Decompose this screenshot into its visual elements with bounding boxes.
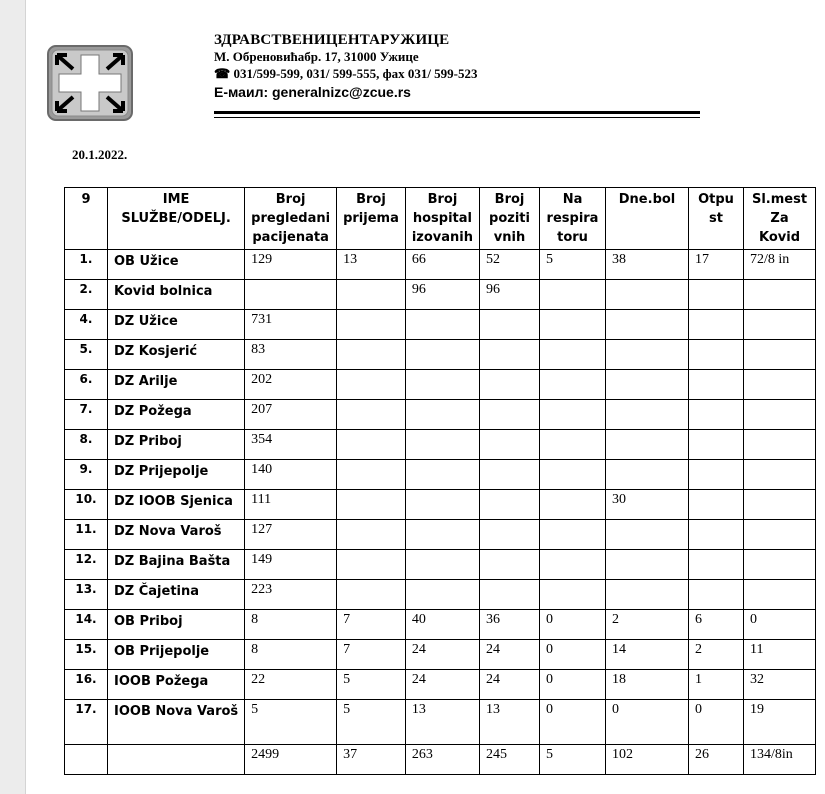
cell-admissions	[337, 400, 406, 430]
cell-respirator	[540, 310, 606, 340]
table-row	[65, 670, 816, 700]
row-name: DZ IOOB Sjenica	[108, 490, 245, 520]
cell-respirator: 0	[540, 640, 606, 670]
organization-name: ЗДРАВСТВЕНИЦЕНТАРУЖИЦЕ	[214, 32, 450, 48]
cell-discharged	[689, 400, 744, 430]
row-index: 14.	[65, 610, 108, 640]
cell-admissions	[337, 580, 406, 610]
cell-positive	[480, 340, 540, 370]
cell-respirator	[540, 580, 606, 610]
total-row-name	[108, 745, 245, 775]
cell-hospitalized	[405, 550, 479, 580]
cell-admissions: 7	[337, 610, 406, 640]
cell-discharged: 6	[689, 610, 744, 640]
cell-respirator: 5	[540, 250, 606, 280]
cell-positive: 36	[480, 610, 540, 640]
cell-hospital-days: 2	[606, 610, 689, 640]
cell-hospitalized	[405, 340, 479, 370]
cell-covid-beds	[744, 550, 816, 580]
table-row	[65, 460, 816, 490]
row-index: 16.	[65, 670, 108, 700]
cell-hospital-days	[606, 340, 689, 370]
cell-discharged	[689, 340, 744, 370]
cell-discharged: 0	[689, 700, 744, 745]
cell-discharged	[689, 430, 744, 460]
row-name: DZ Prijepolje	[108, 460, 245, 490]
total-cell-examined: 2499	[245, 745, 337, 775]
col-header-hospital-days: Dne.bol	[606, 188, 689, 250]
cell-examined: 111	[245, 490, 337, 520]
cell-respirator	[540, 370, 606, 400]
row-name: IOOB Nova Varoš	[108, 700, 245, 745]
row-index: 7.	[65, 400, 108, 430]
cell-admissions	[337, 490, 406, 520]
row-name: Kovid bolnica	[108, 280, 245, 310]
cell-covid-beds	[744, 280, 816, 310]
table-row	[65, 580, 816, 610]
cell-hospitalized	[405, 490, 479, 520]
total-cell-covid-beds: 134/8in	[744, 745, 816, 775]
total-cell-positive: 245	[480, 745, 540, 775]
cell-positive: 24	[480, 640, 540, 670]
cell-covid-beds	[744, 400, 816, 430]
table-row	[65, 700, 816, 745]
cell-hospital-days	[606, 370, 689, 400]
row-name: DZ Bajina Bašta	[108, 550, 245, 580]
cell-covid-beds	[744, 580, 816, 610]
cell-positive: 96	[480, 280, 540, 310]
cell-hospitalized: 24	[405, 670, 479, 700]
report-date: 20.1.2022.	[72, 147, 128, 162]
col-header-name: IME SLUŽBE/ODELJ.	[108, 188, 245, 250]
table-row	[65, 370, 816, 400]
cell-covid-beds	[744, 520, 816, 550]
cell-respirator: 0	[540, 700, 606, 745]
cell-admissions	[337, 280, 406, 310]
row-name: DZ Arilje	[108, 370, 245, 400]
total-cell-hospital-days: 102	[606, 745, 689, 775]
table-row	[65, 310, 816, 340]
row-name: OB Prijepolje	[108, 640, 245, 670]
cell-hospitalized	[405, 430, 479, 460]
logo	[47, 45, 133, 121]
row-index: 5.	[65, 340, 108, 370]
cell-positive	[480, 580, 540, 610]
cell-respirator: 0	[540, 610, 606, 640]
cell-admissions	[337, 520, 406, 550]
col-header-respirator: Na respira toru	[540, 188, 606, 250]
row-name: DZ Priboj	[108, 430, 245, 460]
cell-positive	[480, 370, 540, 400]
cell-hospitalized: 24	[405, 640, 479, 670]
cell-examined: 8	[245, 640, 337, 670]
row-name: OB Priboj	[108, 610, 245, 640]
cell-respirator	[540, 550, 606, 580]
row-index: 13.	[65, 580, 108, 610]
table-row	[65, 430, 816, 460]
cell-covid-beds: 19	[744, 700, 816, 745]
row-name: IOOB Požega	[108, 670, 245, 700]
cell-covid-beds	[744, 310, 816, 340]
cell-covid-beds	[744, 430, 816, 460]
organization-email: Е-маил: generalnizc@zcue.rs	[214, 84, 411, 100]
row-index: 10.	[65, 490, 108, 520]
page-margin	[0, 0, 26, 794]
cell-examined: 149	[245, 550, 337, 580]
cell-hospital-days	[606, 430, 689, 460]
cell-covid-beds: 32	[744, 670, 816, 700]
cell-positive	[480, 520, 540, 550]
cell-hospitalized: 96	[405, 280, 479, 310]
cell-hospital-days	[606, 460, 689, 490]
total-cell-respirator: 5	[540, 745, 606, 775]
row-index: 1.	[65, 250, 108, 280]
cell-admissions	[337, 340, 406, 370]
cell-hospitalized	[405, 370, 479, 400]
cell-positive: 52	[480, 250, 540, 280]
cell-examined: 127	[245, 520, 337, 550]
cell-admissions: 13	[337, 250, 406, 280]
table-row	[65, 280, 816, 310]
col-header-examined: Broj pregledani pacijenata	[245, 188, 337, 250]
table-row	[65, 400, 816, 430]
cell-examined: 202	[245, 370, 337, 400]
header-rule-thin	[214, 117, 700, 118]
cell-examined: 22	[245, 670, 337, 700]
row-index: 11.	[65, 520, 108, 550]
total-cell-discharged: 26	[689, 745, 744, 775]
cell-discharged	[689, 460, 744, 490]
cell-examined: 731	[245, 310, 337, 340]
cell-discharged	[689, 580, 744, 610]
header-rule-thick	[214, 111, 700, 114]
row-name: OB Užice	[108, 250, 245, 280]
organization-phone: ☎ 031/599-599, 031/ 599-555, фах 031/ 599-523	[214, 66, 478, 81]
letterhead	[214, 32, 704, 102]
cell-positive	[480, 310, 540, 340]
cell-admissions	[337, 460, 406, 490]
cell-positive	[480, 550, 540, 580]
row-index: 2.	[65, 280, 108, 310]
cell-covid-beds: 0	[744, 610, 816, 640]
cell-examined: 129	[245, 250, 337, 280]
total-cell-admissions: 37	[337, 745, 406, 775]
col-header-discharged: Otpu st	[689, 188, 744, 250]
cell-positive	[480, 430, 540, 460]
row-index: 4.	[65, 310, 108, 340]
cell-discharged	[689, 490, 744, 520]
cell-respirator	[540, 400, 606, 430]
cell-respirator	[540, 520, 606, 550]
cell-examined: 5	[245, 700, 337, 745]
row-index: 17.	[65, 700, 108, 745]
col-header-admissions: Broj prijema	[337, 188, 406, 250]
organization-address: М. Обреновићабр. 17, 31000 Ужице	[214, 49, 419, 64]
cell-covid-beds: 11	[744, 640, 816, 670]
cell-positive: 24	[480, 670, 540, 700]
cell-covid-beds	[744, 340, 816, 370]
cell-hospital-days: 30	[606, 490, 689, 520]
cell-examined: 8	[245, 610, 337, 640]
medical-cross-icon	[47, 45, 133, 121]
cell-covid-beds	[744, 460, 816, 490]
row-name: DZ Požega	[108, 400, 245, 430]
cell-admissions: 7	[337, 640, 406, 670]
table-row	[65, 610, 816, 640]
col-header-hospitalized: Broj hospital izovanih	[405, 188, 479, 250]
cell-admissions: 5	[337, 700, 406, 745]
cell-respirator	[540, 280, 606, 310]
cell-discharged: 2	[689, 640, 744, 670]
row-index: 6.	[65, 370, 108, 400]
cell-examined: 354	[245, 430, 337, 460]
cell-examined: 223	[245, 580, 337, 610]
cell-covid-beds	[744, 490, 816, 520]
cell-discharged	[689, 310, 744, 340]
cell-respirator	[540, 490, 606, 520]
table-row	[65, 250, 816, 280]
cell-hospital-days: 18	[606, 670, 689, 700]
cell-hospital-days: 0	[606, 700, 689, 745]
row-index: 15.	[65, 640, 108, 670]
cell-hospital-days: 14	[606, 640, 689, 670]
cell-discharged	[689, 370, 744, 400]
row-index: 9.	[65, 460, 108, 490]
cell-admissions	[337, 310, 406, 340]
cell-admissions: 5	[337, 670, 406, 700]
table-row	[65, 550, 816, 580]
cell-examined: 207	[245, 400, 337, 430]
cell-discharged	[689, 520, 744, 550]
col-header-index: 9	[65, 188, 108, 250]
cell-hospital-days: 38	[606, 250, 689, 280]
cell-hospital-days	[606, 280, 689, 310]
cell-hospital-days	[606, 310, 689, 340]
col-header-covid-beds: Sl.mest Za Kovid	[744, 188, 816, 250]
cell-hospital-days	[606, 520, 689, 550]
row-name: DZ Nova Varoš	[108, 520, 245, 550]
cell-respirator	[540, 430, 606, 460]
cell-discharged	[689, 280, 744, 310]
table-total-row	[65, 745, 816, 775]
row-index: 8.	[65, 430, 108, 460]
cell-covid-beds	[744, 370, 816, 400]
table-row	[65, 520, 816, 550]
table-row	[65, 490, 816, 520]
cell-hospital-days	[606, 580, 689, 610]
cell-hospital-days	[606, 400, 689, 430]
cell-hospital-days	[606, 550, 689, 580]
cell-discharged	[689, 550, 744, 580]
cell-examined	[245, 280, 337, 310]
cell-admissions	[337, 550, 406, 580]
cell-hospitalized	[405, 580, 479, 610]
total-cell-hospitalized: 263	[405, 745, 479, 775]
row-name: DZ Kosjerić	[108, 340, 245, 370]
cell-positive	[480, 460, 540, 490]
cell-hospitalized	[405, 310, 479, 340]
cell-hospitalized: 40	[405, 610, 479, 640]
cell-respirator: 0	[540, 670, 606, 700]
cell-admissions	[337, 430, 406, 460]
cell-hospitalized: 13	[405, 700, 479, 745]
row-index: 12.	[65, 550, 108, 580]
total-row-index	[65, 745, 108, 775]
cell-discharged: 17	[689, 250, 744, 280]
cell-discharged: 1	[689, 670, 744, 700]
cell-positive: 13	[480, 700, 540, 745]
col-header-positive: Broj poziti vnih	[480, 188, 540, 250]
cell-examined: 83	[245, 340, 337, 370]
cell-hospitalized	[405, 460, 479, 490]
cell-respirator	[540, 340, 606, 370]
cell-positive	[480, 400, 540, 430]
cell-covid-beds: 72/8 in	[744, 250, 816, 280]
cell-respirator	[540, 460, 606, 490]
cell-hospitalized	[405, 520, 479, 550]
table-row	[65, 640, 816, 670]
cell-admissions	[337, 370, 406, 400]
cell-hospitalized: 66	[405, 250, 479, 280]
cell-hospitalized	[405, 400, 479, 430]
report-table	[64, 187, 816, 775]
row-name: DZ Užice	[108, 310, 245, 340]
cell-positive	[480, 490, 540, 520]
row-name: DZ Čajetina	[108, 580, 245, 610]
cell-examined: 140	[245, 460, 337, 490]
table-header-row	[65, 188, 816, 250]
table-row	[65, 340, 816, 370]
